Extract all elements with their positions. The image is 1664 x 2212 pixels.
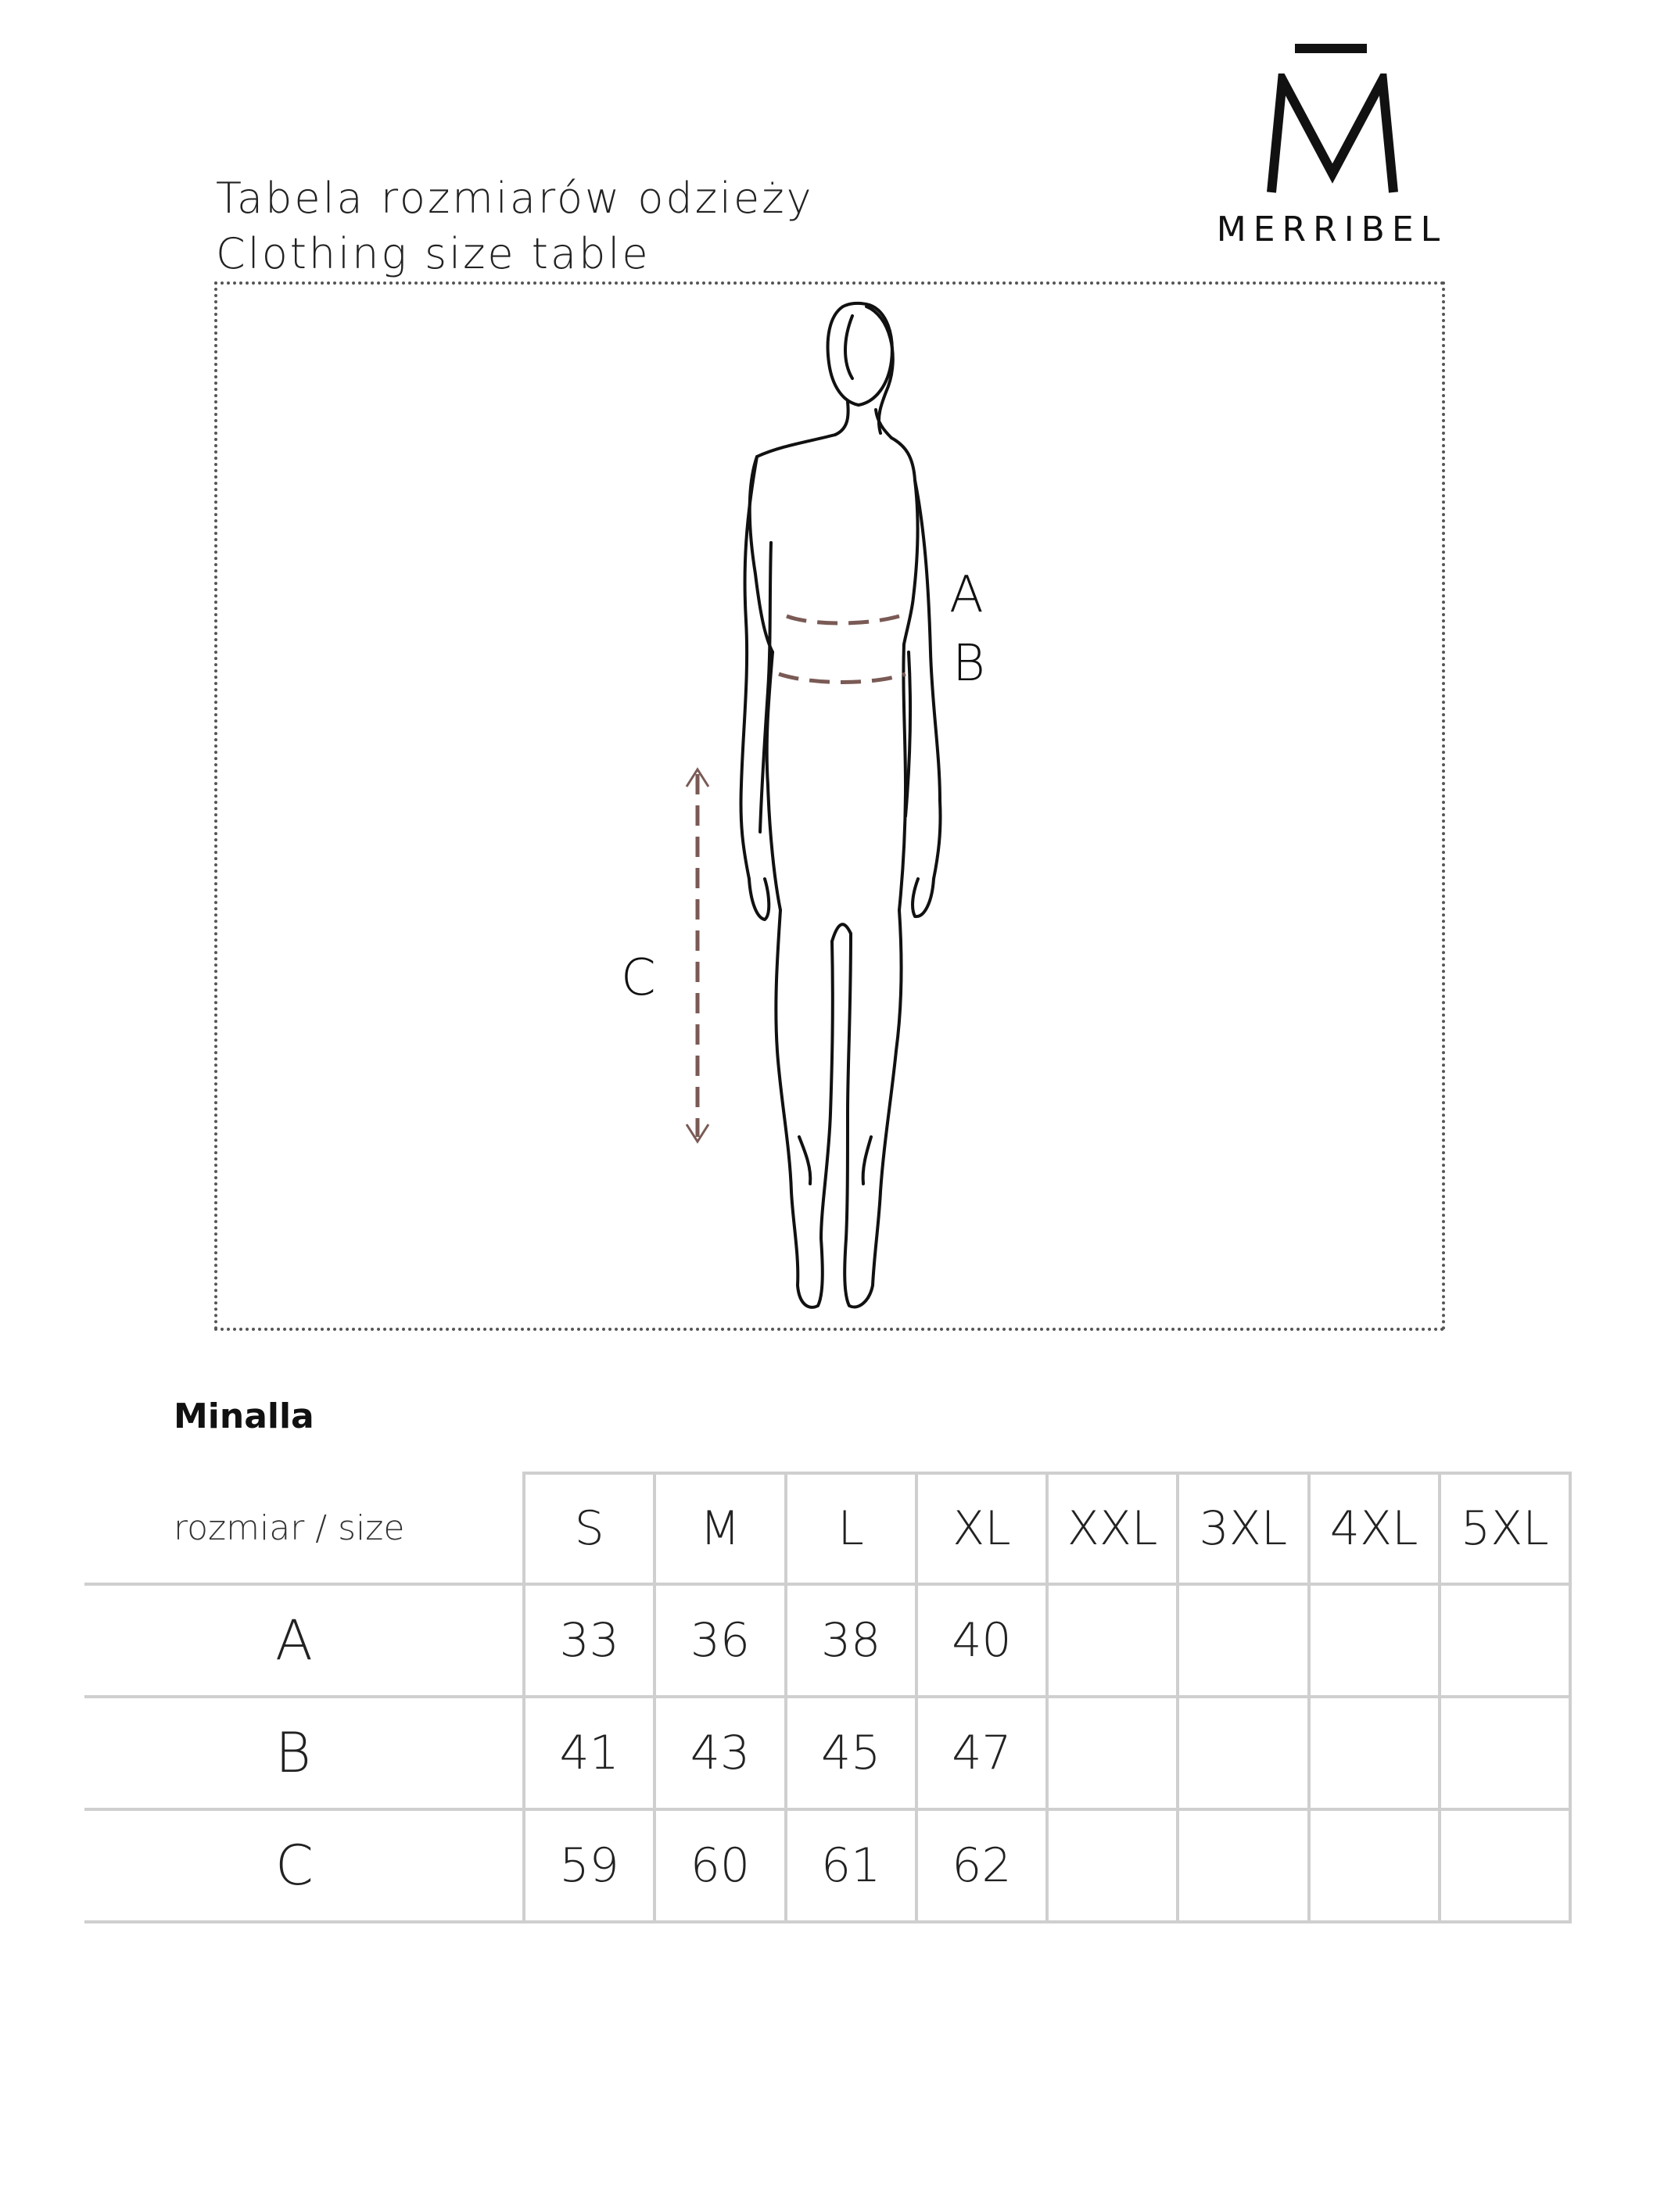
table-cell: 43 [654,1697,785,1809]
table-cell [1047,1697,1178,1809]
table-cell [1178,1584,1308,1697]
size-5xl: 5XL [1440,1473,1570,1584]
logo-macron [1295,44,1367,53]
table-row [84,1809,1570,1922]
table-cell: 40 [916,1584,1047,1697]
row-label: A [84,1584,524,1697]
table-cell [1440,1809,1570,1922]
product-name: Minalla [174,1396,314,1436]
marker-a: A [949,566,984,624]
size-xxl: XXL [1047,1473,1178,1584]
table-cell [1178,1809,1308,1922]
table-cell: 45 [786,1697,916,1809]
row-label: B [84,1697,524,1809]
size-s: S [524,1473,654,1584]
size-l: L [786,1473,916,1584]
table-cell: 62 [916,1809,1047,1922]
table-cell: 41 [524,1697,654,1809]
table-cell [1047,1584,1178,1697]
table-cell: 60 [654,1809,785,1922]
page-title-polish: Tabela rozmiarów odzieży [216,174,814,223]
marker-b: B [952,635,985,693]
table-cell: 36 [654,1584,785,1697]
table-header-row [84,1473,1570,1584]
table-row [84,1697,1570,1809]
size-table [84,1472,1572,1923]
row-label: C [84,1809,524,1922]
table-cell: 59 [524,1809,654,1922]
logo-m-icon [1262,73,1403,199]
measurement-lines [698,616,906,1137]
table-cell: 33 [524,1584,654,1697]
size-xl: XL [916,1473,1047,1584]
table-cell [1440,1584,1570,1697]
table-cell: 38 [786,1584,916,1697]
table-cell: 61 [786,1809,916,1922]
size-4xl: 4XL [1309,1473,1440,1584]
size-3xl: 3XL [1178,1473,1308,1584]
table-cell: 47 [916,1697,1047,1809]
body-silhouette-icon [217,285,1442,1328]
table-cell [1309,1584,1440,1697]
measurement-figure [214,281,1445,1331]
brand-name: MERRIBEL [1216,210,1447,249]
table-row [84,1584,1570,1697]
table-cell [1309,1809,1440,1922]
table-cell [1309,1697,1440,1809]
size-m: M [654,1473,785,1584]
page-title-english: Clothing size table [216,229,651,278]
table-cell [1047,1809,1178,1922]
table-cell [1178,1697,1308,1809]
marker-c: C [621,949,656,1007]
header-label: rozmiar / size [84,1473,524,1584]
brand-logo [1210,44,1453,255]
table-cell [1440,1697,1570,1809]
